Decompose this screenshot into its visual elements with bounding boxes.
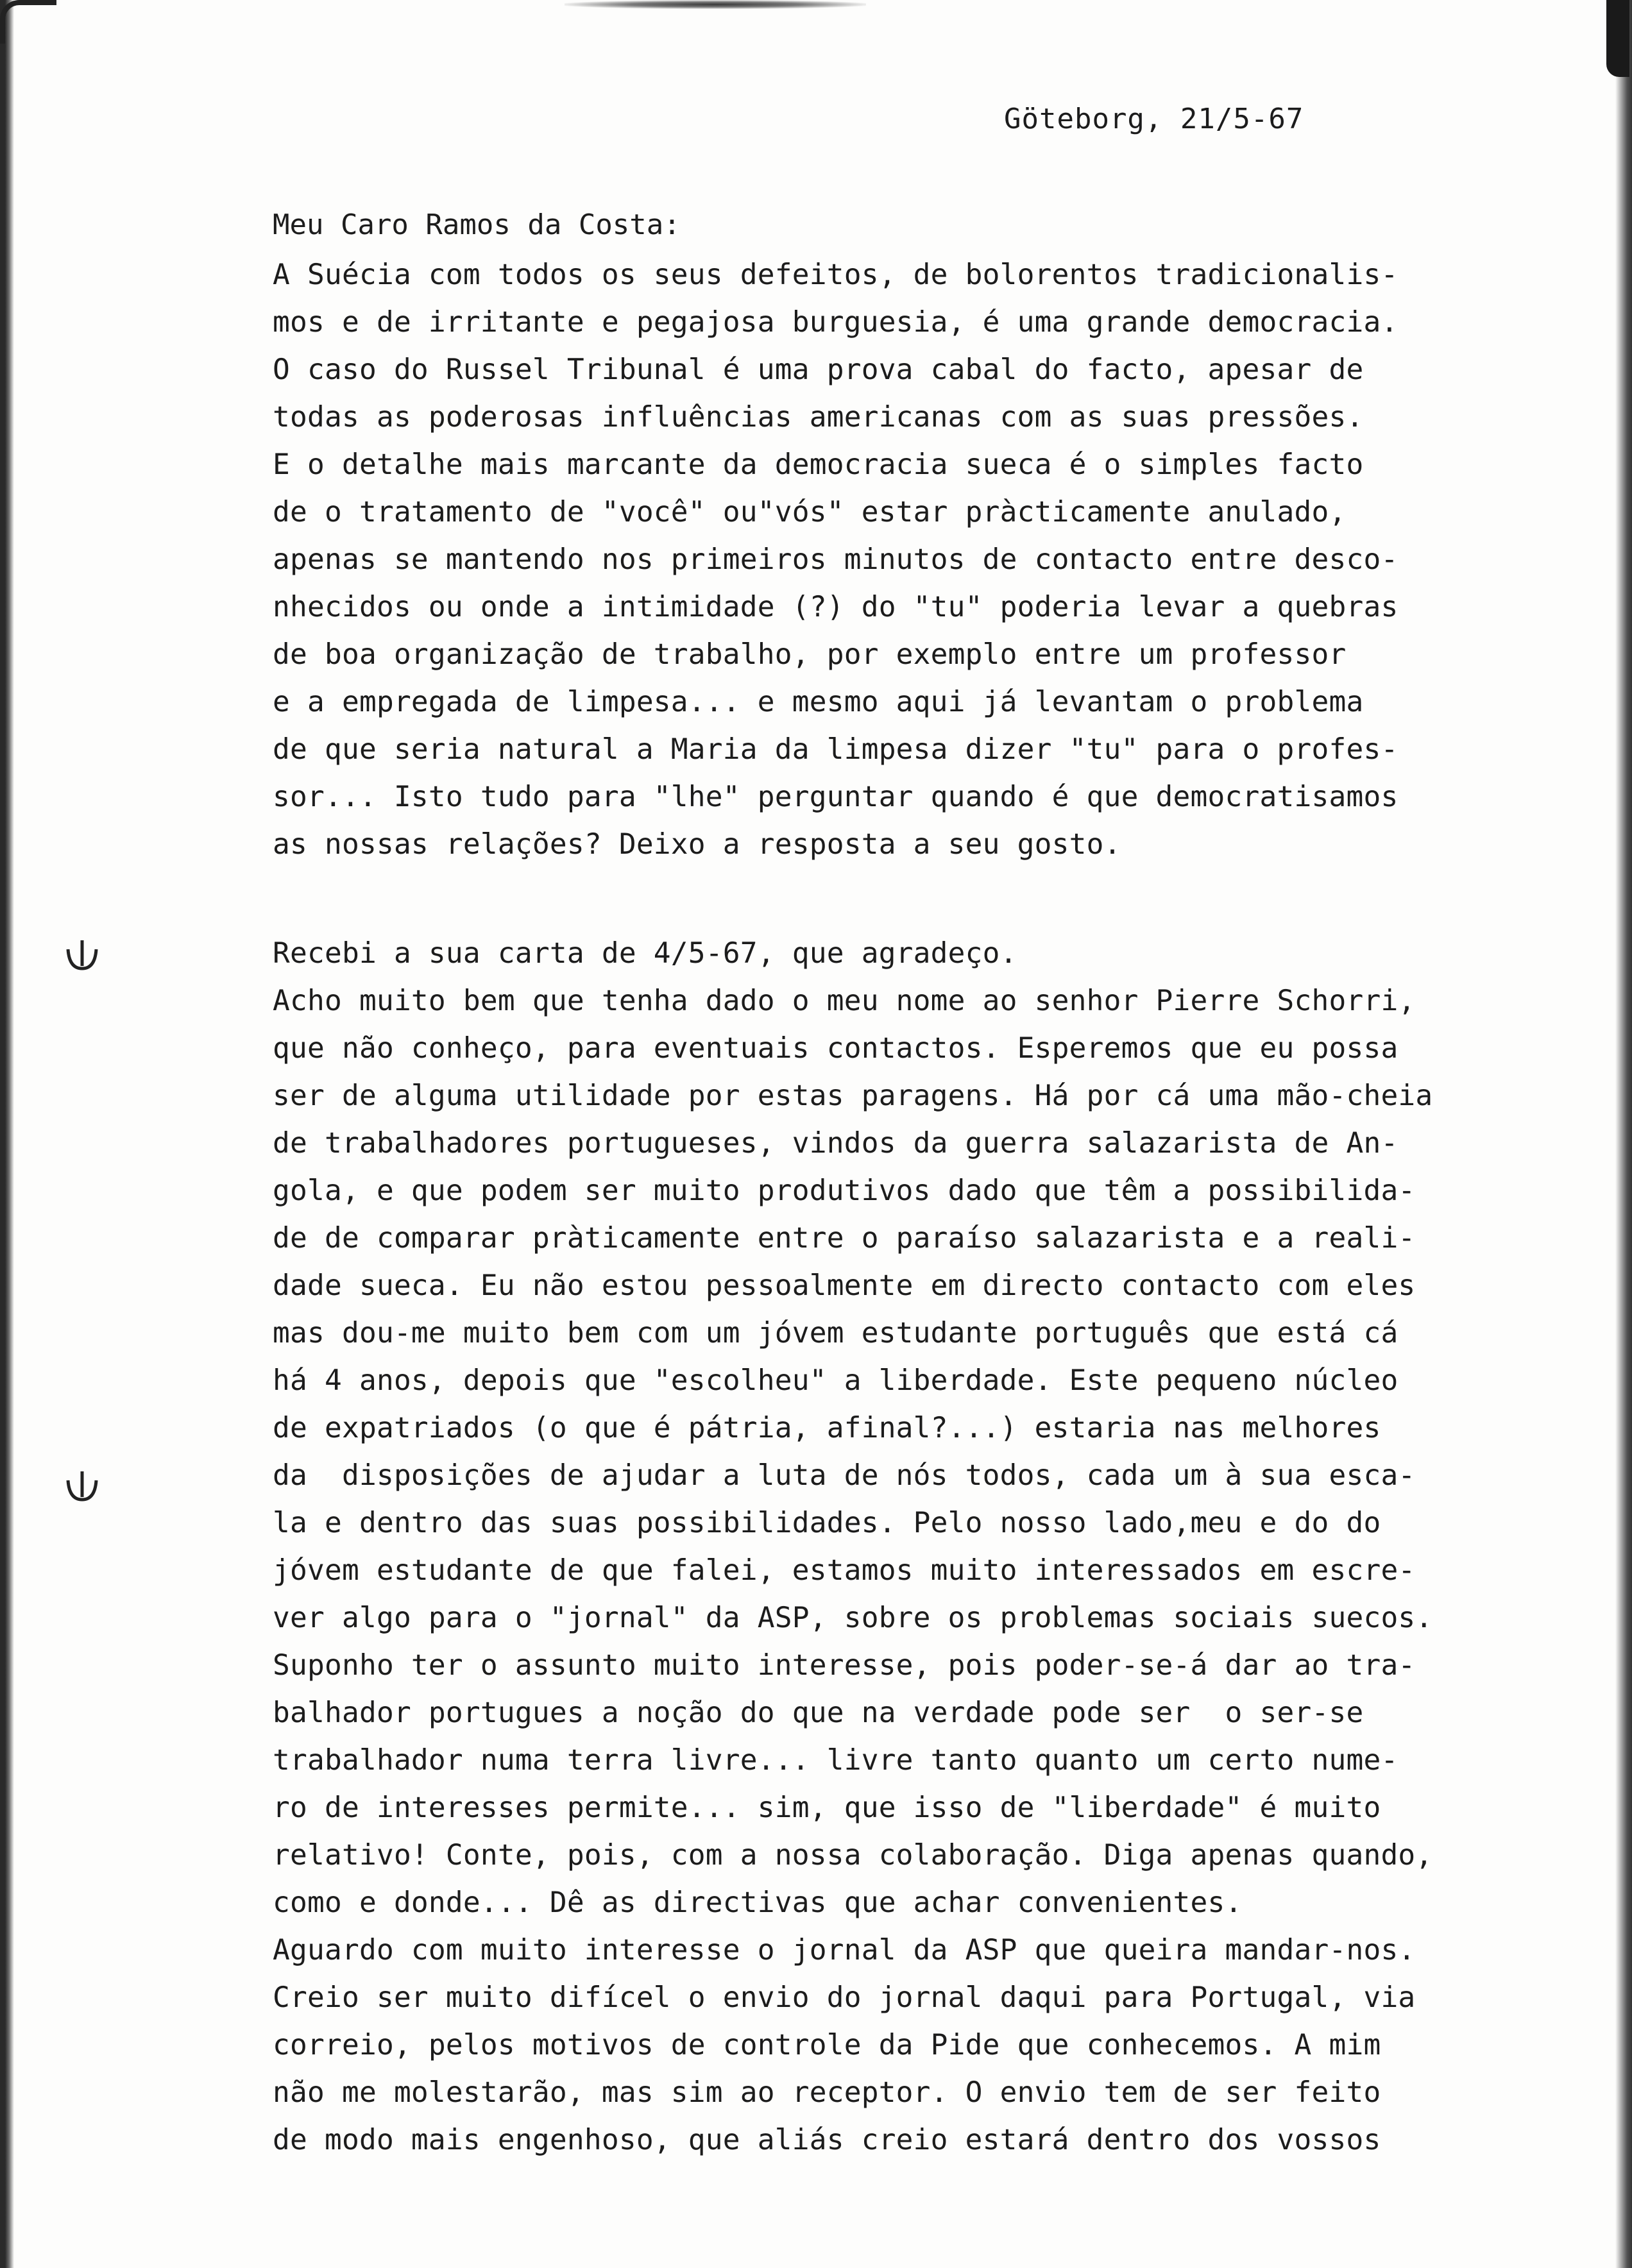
text-line: ser de alguma utilidade por estas paragens. Há por cá uma mão-cheia	[273, 1079, 1433, 1112]
text-line: ro de interesses permite... sim, que isso de "liberdade" é muito	[273, 1791, 1381, 1824]
text-line: e a empregada de limpesa... e mesmo aqui já levantam o problema	[273, 686, 1364, 718]
text-line: todas as poderosas influências americanas com as suas pressões.	[273, 401, 1364, 434]
text-line: de de comparar pràticamente entre o paraíso salazarista e a reali-	[273, 1222, 1416, 1255]
punch-hole-mark	[64, 938, 100, 974]
text-line: la e dentro das suas possibilidades. Pelo nosso lado,meu e do do	[273, 1507, 1381, 1539]
text-line: há 4 anos, depois que "escolheu" a liberdade. Este pequeno núcleo	[273, 1364, 1398, 1397]
text-line: relativo! Conte, pois, com a nossa colaboração. Diga apenas quando,	[273, 1839, 1433, 1872]
text-line: de modo mais engenhoso, que aliás creio estará dentro dos vossos	[273, 2124, 1381, 2156]
scan-right-edge	[1615, 0, 1632, 2268]
text-line: de o tratamento de "você" ou"vós" estar pràcticamente anulado,	[273, 496, 1347, 529]
text-line: Creio ser muito difícel o envio do jornal daqui para Portugal, via	[273, 1981, 1416, 2014]
text-line: dade sueca. Eu não estou pessoalmente em directo contacto com eles	[273, 1269, 1416, 1302]
text-line: E o detalhe mais marcante da democracia sueca é o simples facto	[273, 448, 1364, 481]
text-line: A Suécia com todos os seus defeitos, de bolorentos tradicionalis-	[273, 258, 1398, 291]
punch-hole-mark	[64, 1469, 100, 1505]
scan-corner-mark	[0, 0, 56, 44]
text-line: Suponho ter o assunto muito interesse, pois poder-se-á dar ao tra-	[273, 1649, 1416, 1682]
text-line: como e donde... Dê as directivas que achar convenientes.	[273, 1886, 1243, 1919]
text-line: Aguardo com muito interesse o jornal da ASP que queira mandar-nos.	[273, 1934, 1416, 1967]
scan-top-smudge	[565, 0, 866, 9]
text-line: O caso do Russel Tribunal é uma prova cabal do facto, apesar de	[273, 353, 1364, 386]
text-line: jóvem estudante de que falei, estamos muito interessados em escre-	[273, 1554, 1416, 1587]
text-line: de boa organização de trabalho, por exemplo entre um professor	[273, 638, 1347, 671]
text-line: sor... Isto tudo para "lhe" perguntar quando é que democratisamos	[273, 781, 1398, 813]
scan-corner-shadow	[1606, 0, 1629, 77]
text-line: Recebi a sua carta de 4/5-67, que agradeço.	[273, 937, 1017, 970]
text-line: não me molestarão, mas sim ao receptor. O envio tem de ser feito	[273, 2076, 1381, 2109]
text-line: balhador portugues a noção do que na verdade pode ser o ser-se	[273, 1697, 1364, 1729]
letter-date: Göteborg, 21/5-67	[1004, 103, 1304, 135]
text-line: da disposições de ajudar a luta de nós todos, cada um à sua esca-	[273, 1459, 1416, 1492]
text-line: mos e de irritante e pegajosa burguesia, é uma grande democracia.	[273, 306, 1398, 339]
text-line: de trabalhadores portugueses, vindos da guerra salazarista de An-	[273, 1127, 1398, 1160]
text-line: gola, e que podem ser muito produtivos dado que têm a possibilida-	[273, 1174, 1416, 1207]
letter-paragraph-2	[273, 930, 1594, 2164]
letter-salutation: Meu Caro Ramos da Costa:	[273, 208, 681, 241]
text-line: nhecidos ou onde a intimidade (?) do "tu" poderia levar a quebras	[273, 591, 1398, 623]
letter-paragraph-1	[273, 251, 1594, 868]
text-line: correio, pelos motivos de controle da Pide que conhecemos. A mim	[273, 2029, 1381, 2061]
text-line: trabalhador numa terra livre... livre tanto quanto um certo nume-	[273, 1744, 1398, 1777]
text-line: mas dou-me muito bem com um jóvem estudante português que está cá	[273, 1317, 1398, 1350]
text-line: de que seria natural a Maria da limpesa dizer "tu" para o profes-	[273, 733, 1398, 766]
text-line: Acho muito bem que tenha dado o meu nome ao senhor Pierre Schorri,	[273, 985, 1416, 1017]
text-line: de expatriados (o que é pátria, afinal?...) estaria nas melhores	[273, 1412, 1381, 1444]
text-line: apenas se mantendo nos primeiros minutos de contacto entre desco-	[273, 543, 1398, 576]
text-line: ver algo para o "jornal" da ASP, sobre os problemas sociais suecos.	[273, 1602, 1433, 1634]
text-line: as nossas relações? Deixo a resposta a seu gosto.	[273, 828, 1121, 861]
text-line: que não conheço, para eventuais contactos. Esperemos que eu possa	[273, 1032, 1398, 1065]
scan-left-edge	[0, 0, 14, 2268]
